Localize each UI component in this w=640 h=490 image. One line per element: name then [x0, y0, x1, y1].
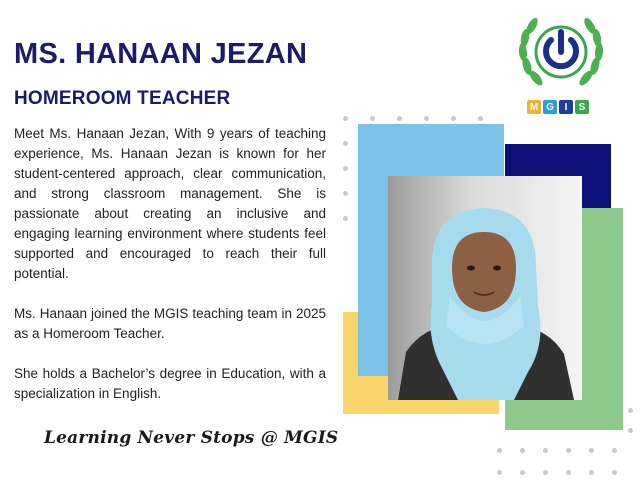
decor-dot: [424, 116, 429, 121]
decor-dot: [343, 141, 348, 146]
decor-dot: [451, 116, 456, 121]
decor-dot: [370, 116, 375, 121]
bio-text: [14, 124, 326, 424]
bio-paragraph: Meet Ms. Hanaan Jezan, With 9 years of teaching experience, Ms. Hanaan Jezan is known for her student-centered approach, clear communication, and strong classroom management. She is passionate about creating an inclusive and engaging learning environment where students feel supported and encouraged to reach their full potential.: [14, 126, 326, 281]
decor-dot: [589, 448, 594, 453]
decor-dot: [566, 448, 571, 453]
decor-dot: [343, 116, 348, 121]
decor-dot: [520, 448, 525, 453]
decor-dot: [628, 408, 633, 413]
decor-dot: [612, 448, 617, 453]
decor-dot: [343, 166, 348, 171]
decor-dot: [343, 191, 348, 196]
decor-dot: [520, 470, 525, 475]
decor-dot: [497, 470, 502, 475]
logo-letter: I: [559, 100, 573, 114]
decor-dot: [628, 428, 633, 433]
logo-letter: S: [575, 100, 589, 114]
decor-dot: [478, 116, 483, 121]
tagline: Learning Never Stops @ MGIS: [44, 428, 339, 448]
decor-dot: [497, 448, 502, 453]
logo-letter: G: [543, 100, 557, 114]
teacher-portrait-icon: [388, 176, 582, 400]
bio-paragraph: She holds a Bachelor’s degree in Education, with a specialization in English.: [14, 366, 326, 401]
logo-letter: M: [527, 100, 541, 114]
decor-dot: [566, 470, 571, 475]
logo-letters: [527, 100, 589, 114]
bio-paragraph: Ms. Hanaan joined the MGIS teaching team in 2025 as a Homeroom Teacher.: [14, 306, 326, 341]
decor-dot: [543, 448, 548, 453]
decor-dot: [589, 470, 594, 475]
decor-dot: [397, 116, 402, 121]
teacher-photo: [388, 176, 582, 400]
decor-dot: [543, 470, 548, 475]
teacher-name: MS. HANAAN JEZAN: [14, 38, 308, 70]
decor-dot: [612, 470, 617, 475]
teacher-role: HOMEROOM TEACHER: [14, 88, 231, 109]
decor-dot: [343, 216, 348, 221]
